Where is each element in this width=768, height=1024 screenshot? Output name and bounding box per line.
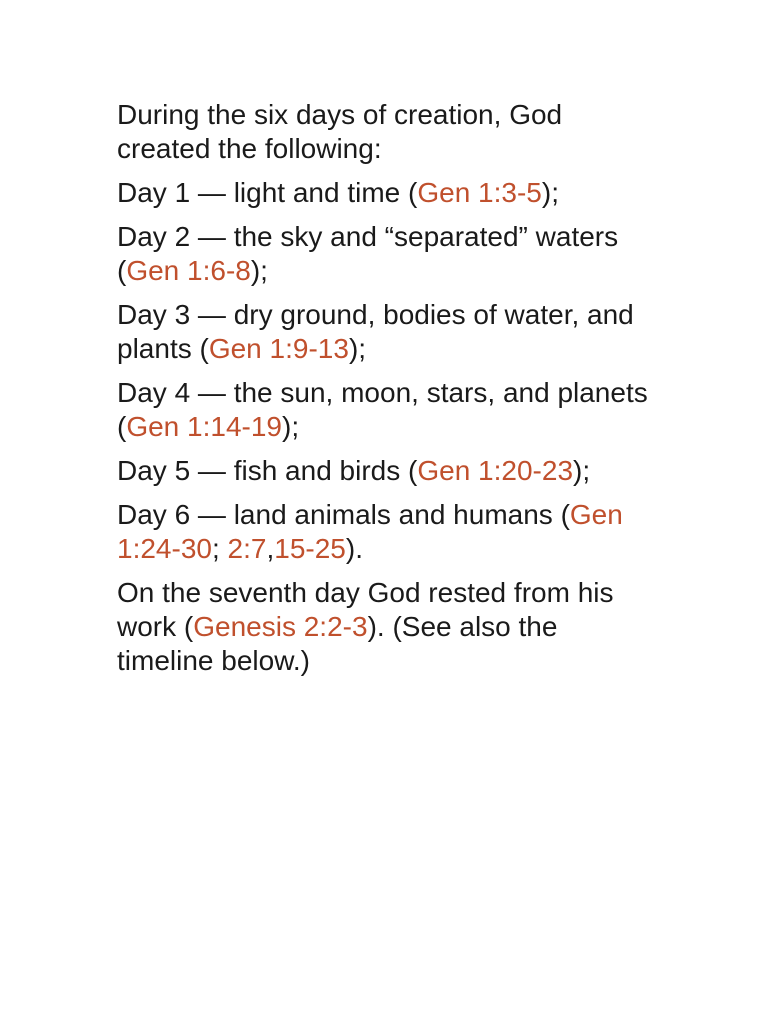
day-6-paragraph [117,498,657,566]
day-4-trail: ); [282,411,300,442]
day-6-trail: ). [345,533,363,564]
scripture-link-genesis-2[interactable]: Genesis 2:2-3 [193,611,368,642]
scripture-link-day-1[interactable]: Gen 1:3-5 [417,177,542,208]
scripture-link-day-3[interactable]: Gen 1:9-13 [208,333,349,364]
scripture-link-day-6-c[interactable]: 15-25 [274,533,346,564]
day-2-text: Day 2 — the sky and “separated” waters ( [117,221,619,286]
day-6-separator-1: ; [211,533,228,564]
day-3-paragraph [117,298,657,366]
scripture-link-day-2[interactable]: Gen 1:6-8 [126,255,251,286]
day-3-trail: ); [348,333,367,364]
scripture-link-day-4[interactable]: Gen 1:14-19 [126,411,282,442]
day-1-paragraph [117,176,657,210]
day-4-paragraph [117,376,657,444]
closing-paragraph [117,576,657,678]
day-5-trail: ); [573,455,591,486]
day-5-text: Day 5 — fish and birds ( [117,455,418,486]
day-4-text: Day 4 — the sun, moon, stars, and planets ( [117,377,648,442]
day-1-trail: ); [541,177,559,208]
day-6-separator-2: , [266,533,275,564]
closing-text: On the seventh day God rested from his work ( [117,577,614,642]
day-6-text: Day 6 — land animals and humans ( [117,499,570,530]
intro-paragraph [117,98,657,166]
scripture-link-day-6-a[interactable]: Gen 1:24-30 [117,499,623,564]
day-5-paragraph [117,454,657,488]
scripture-link-day-6-b[interactable]: 2:7 [227,533,267,564]
closing-trail: ). (See also the timeline below.) [117,611,558,676]
day-2-paragraph [117,220,657,288]
day-3-text: Day 3 — dry ground, bodies of water, and plants ( [117,299,634,364]
scripture-link-day-5[interactable]: Gen 1:20-23 [417,455,574,486]
day-2-trail: ); [250,255,268,286]
day-1-text: Day 1 — light and time ( [117,177,418,208]
document-body [117,98,657,688]
intro-text: During the six days of creation, God created the following: [117,99,563,164]
